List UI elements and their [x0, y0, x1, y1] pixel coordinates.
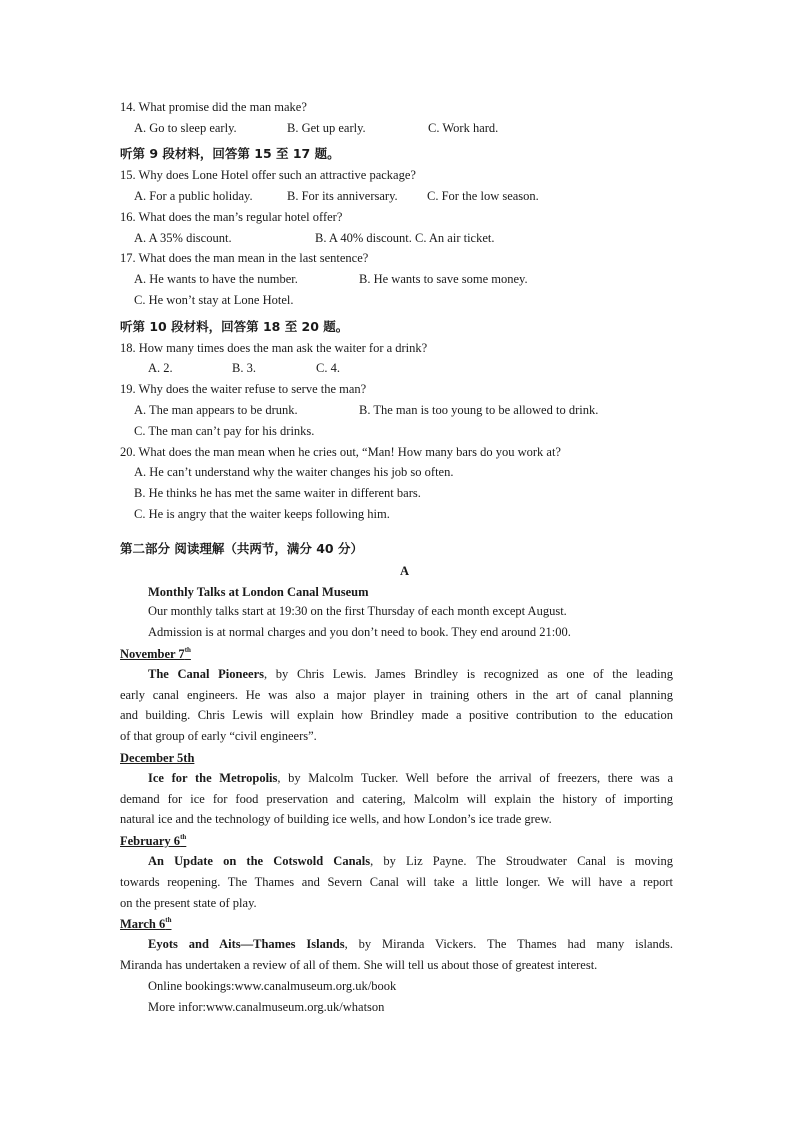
more-info: More infor:www.canalmuseum.org.uk/whatson	[148, 1000, 385, 1014]
passage-letter: A	[400, 564, 410, 578]
february-talk-line-2: towards reopening. The Thames and Severn Canal will take a little longer. We will have a report	[120, 875, 673, 889]
q17-option-a: A. He wants to have the number.	[134, 272, 298, 286]
q20-option-b: B. He thinks he has met the same waiter in different bars.	[134, 486, 421, 500]
q18-option-a: A. 2.	[148, 361, 173, 375]
november-talk-line-2: early canal engineers. He was also a major player in training others in the art of canal planning	[120, 688, 673, 702]
q17-option-c: C. He won’t stay at Lone Hotel.	[134, 293, 294, 307]
question-15: 15. Why does Lone Hotel offer such an attractive package?	[120, 168, 416, 182]
november-talk-line-4: of that group of early “civil engineers”.	[120, 729, 317, 743]
question-14: 14. What promise did the man make?	[120, 100, 307, 114]
q18-option-c: C. 4.	[316, 361, 340, 375]
q14-option-b: B. Get up early.	[287, 121, 366, 135]
march-talk-line-1: Eyots and Aits—Thames Islands, by Miranda Vickers. The Thames had many islands.	[148, 937, 673, 951]
december-talk-line-2: demand for ice for food preservation and catering, Malcolm will explain the history of importing	[120, 792, 673, 806]
february-talk-line-3: on the present state of play.	[120, 896, 257, 910]
question-16: 16. What does the man’s regular hotel offer?	[120, 210, 343, 224]
november-talk-title: The Canal Pioneers	[148, 667, 264, 681]
december-talk-title: Ice for the Metropolis	[148, 771, 278, 785]
q14-option-a: A. Go to sleep early.	[134, 121, 237, 135]
intro-line-1: Our monthly talks start at 19:30 on the first Thursday of each month except August.	[148, 604, 567, 618]
q18-option-b: B. 3.	[232, 361, 256, 375]
q16-option-a: A. A 35% discount.	[134, 231, 232, 245]
march-talk-line-2: Miranda has undertaken a review of all of them. She will tell us about those of greatest interest.	[120, 958, 598, 972]
passage-title: Monthly Talks at London Canal Museum	[148, 585, 369, 599]
question-20: 20. What does the man mean when he cries out, “Man! How many bars do you work at?	[120, 445, 561, 459]
section-heading-10: 听第 10 段材料，回答第 18 至 20 题。	[120, 319, 349, 334]
february-talk-title: An Update on the Cotswold Canals	[148, 854, 371, 868]
date-february: February 6th	[120, 833, 187, 848]
date-march: March 6th	[120, 916, 172, 931]
q19-option-a: A. The man appears to be drunk.	[134, 403, 298, 417]
online-bookings: Online bookings:www.canalmuseum.org.uk/book	[148, 979, 397, 993]
march-talk-title: Eyots and Aits—Thames Islands	[148, 937, 345, 951]
q17-option-b: B. He wants to save some money.	[359, 272, 528, 286]
date-december: December 5th	[120, 751, 195, 765]
december-talk-line-1: Ice for the Metropolis, by Malcolm Tucker. Well before the arrival of freezers, there was a	[148, 771, 673, 785]
q19-option-b: B. The man is too young to be allowed to drink.	[359, 403, 599, 417]
q16-option-bc: B. A 40% discount. C. An air ticket.	[315, 231, 495, 245]
q20-option-a: A. He can’t understand why the waiter changes his job so often.	[134, 465, 454, 479]
q20-option-c: C. He is angry that the waiter keeps following him.	[134, 507, 390, 521]
part-two-heading: 第二部分 阅读理解（共两节，满分 40 分）	[120, 541, 363, 556]
question-19: 19. Why does the waiter refuse to serve the man?	[120, 382, 367, 396]
question-17: 17. What does the man mean in the last sentence?	[120, 251, 369, 265]
section-heading-9: 听第 9 段材料，回答第 15 至 17 题。	[120, 146, 340, 161]
february-talk-line-1: An Update on the Cotswold Canals, by Liz Payne. The Stroudwater Canal is moving	[148, 854, 674, 868]
q15-option-a: A. For a public holiday.	[134, 189, 253, 203]
q19-option-c: C. The man can’t pay for his drinks.	[134, 424, 315, 438]
november-talk-line-1: The Canal Pioneers, by Chris Lewis. James Brindley is recognized as one of the leading	[148, 667, 674, 681]
november-talk-line-3: and building. Chris Lewis will explain how Brindley made a positive contribution to the education	[120, 708, 673, 722]
intro-line-2: Admission is at normal charges and you don’t need to book. They end around 21:00.	[148, 625, 571, 639]
q14-option-c: C. Work hard.	[428, 121, 499, 135]
question-18: 18. How many times does the man ask the waiter for a drink?	[120, 341, 428, 355]
date-november: November 7th	[120, 646, 191, 661]
december-talk-line-3: natural ice and the technology of building ice wells, and how London’s ice trade grew.	[120, 812, 552, 826]
q15-option-c: C. For the low season.	[427, 189, 539, 203]
q15-option-b: B. For its anniversary.	[287, 189, 398, 203]
